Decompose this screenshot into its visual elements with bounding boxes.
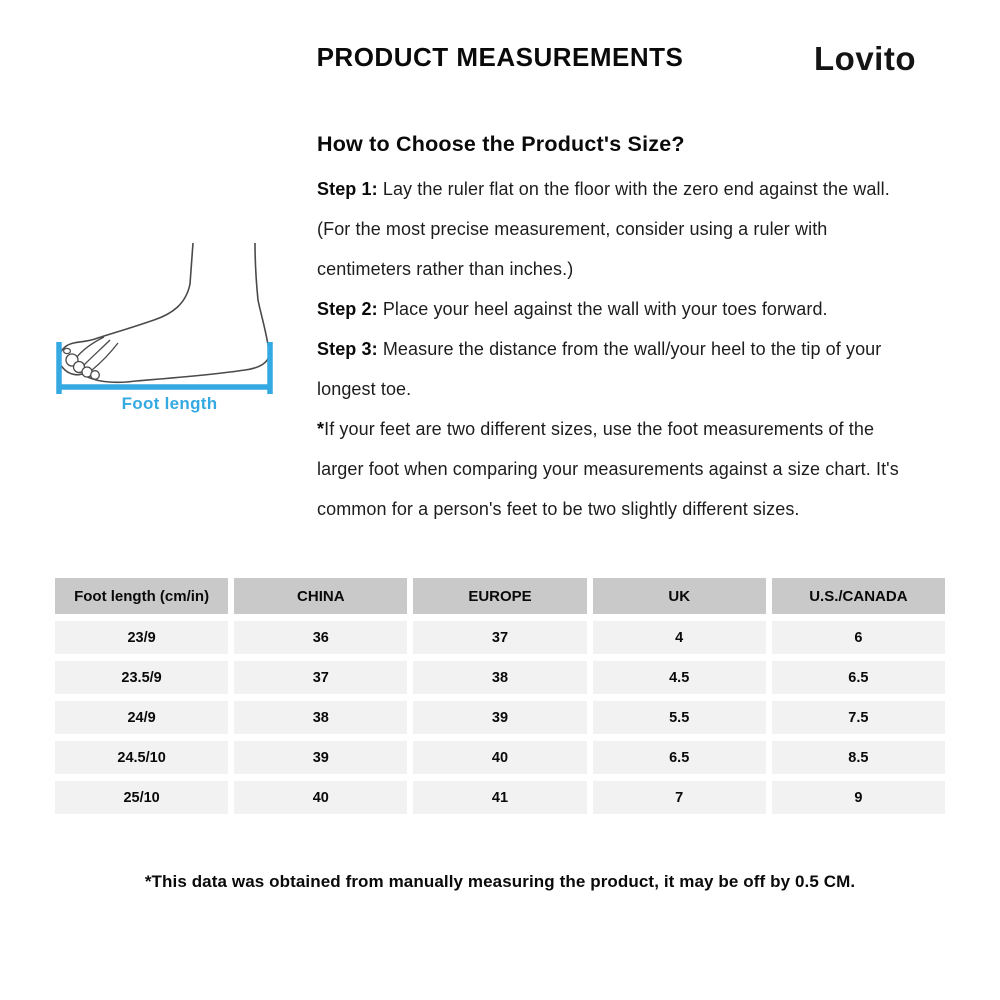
step-3-text: Measure the distance from the wall/your heel to the tip of your longest toe.: [317, 339, 882, 399]
header-us-canada: U.S./CANADA: [772, 578, 945, 614]
toe: [91, 371, 100, 380]
table-cell: 6.5: [772, 661, 945, 694]
step-2-text: Place your heel against the wall with your toes forward.: [382, 299, 828, 319]
table-cell: 4: [593, 621, 766, 654]
table-cell: 7.5: [772, 701, 945, 734]
table-cell: 38: [413, 661, 586, 694]
table-cell: 38: [234, 701, 407, 734]
step-3-label: Step 3:: [317, 339, 378, 359]
step-1-label: Step 1:: [317, 179, 378, 199]
step-2-label: Step 2:: [317, 299, 378, 319]
header-europe: EUROPE: [413, 578, 586, 614]
table-cell: 8.5: [772, 741, 945, 774]
table-cell: 37: [413, 621, 586, 654]
step-2: [317, 289, 907, 329]
table-cell: 24.5/10: [55, 741, 228, 774]
sizing-note-text: If your feet are two different sizes, use the foot measurements of the larger foot when comparing your measurements against a size chart. It's common for a person's feet to be two slightly different sizes.: [317, 419, 899, 519]
page-title: PRODUCT MEASUREMENTS: [316, 42, 684, 72]
table-cell: 23/9: [55, 621, 228, 654]
table-cell: 39: [234, 741, 407, 774]
table-cell: 6.5: [593, 741, 766, 774]
table-cell: 40: [234, 781, 407, 814]
table-cell: 40: [413, 741, 586, 774]
table-cell: 4.5: [593, 661, 766, 694]
foot-length-label: Foot length: [121, 394, 218, 413]
sizing-note-asterisk: *: [317, 419, 325, 439]
size-guide-section: [317, 132, 929, 529]
step-1: [317, 169, 907, 289]
disclaimer-note: *This data was obtained from manually measuring the product, it may be off by 0.5 CM.: [144, 872, 856, 891]
header-china: CHINA: [234, 578, 407, 614]
size-guide-heading: How to Choose the Product's Size?: [317, 132, 685, 156]
size-table: [55, 578, 945, 814]
table-cell: 23.5/9: [55, 661, 228, 694]
step-3: [317, 329, 907, 409]
foot-outline: [59, 243, 269, 382]
foot-diagram-icon: [52, 238, 287, 410]
foot-figure: [52, 238, 287, 424]
table-cell: 37: [234, 661, 407, 694]
step-1-text: Lay the ruler flat on the floor with the zero end against the wall. (For the most precise measurement, consider using a ruler with centimeters rather than inches.): [317, 179, 890, 279]
table-cell: 24/9: [55, 701, 228, 734]
brand-logo: Lovito: [814, 40, 916, 77]
table-cell: 41: [413, 781, 586, 814]
table-cell: 25/10: [55, 781, 228, 814]
table-cell: 39: [413, 701, 586, 734]
header-foot-length: Foot length (cm/in): [55, 578, 228, 614]
header-uk: UK: [593, 578, 766, 614]
big-toe-nail: [64, 348, 71, 353]
table-cell: 36: [234, 621, 407, 654]
table-cell: 9: [772, 781, 945, 814]
sizing-note: [317, 409, 907, 529]
table-cell: 7: [593, 781, 766, 814]
table-cell: 6: [772, 621, 945, 654]
table-cell: 5.5: [593, 701, 766, 734]
